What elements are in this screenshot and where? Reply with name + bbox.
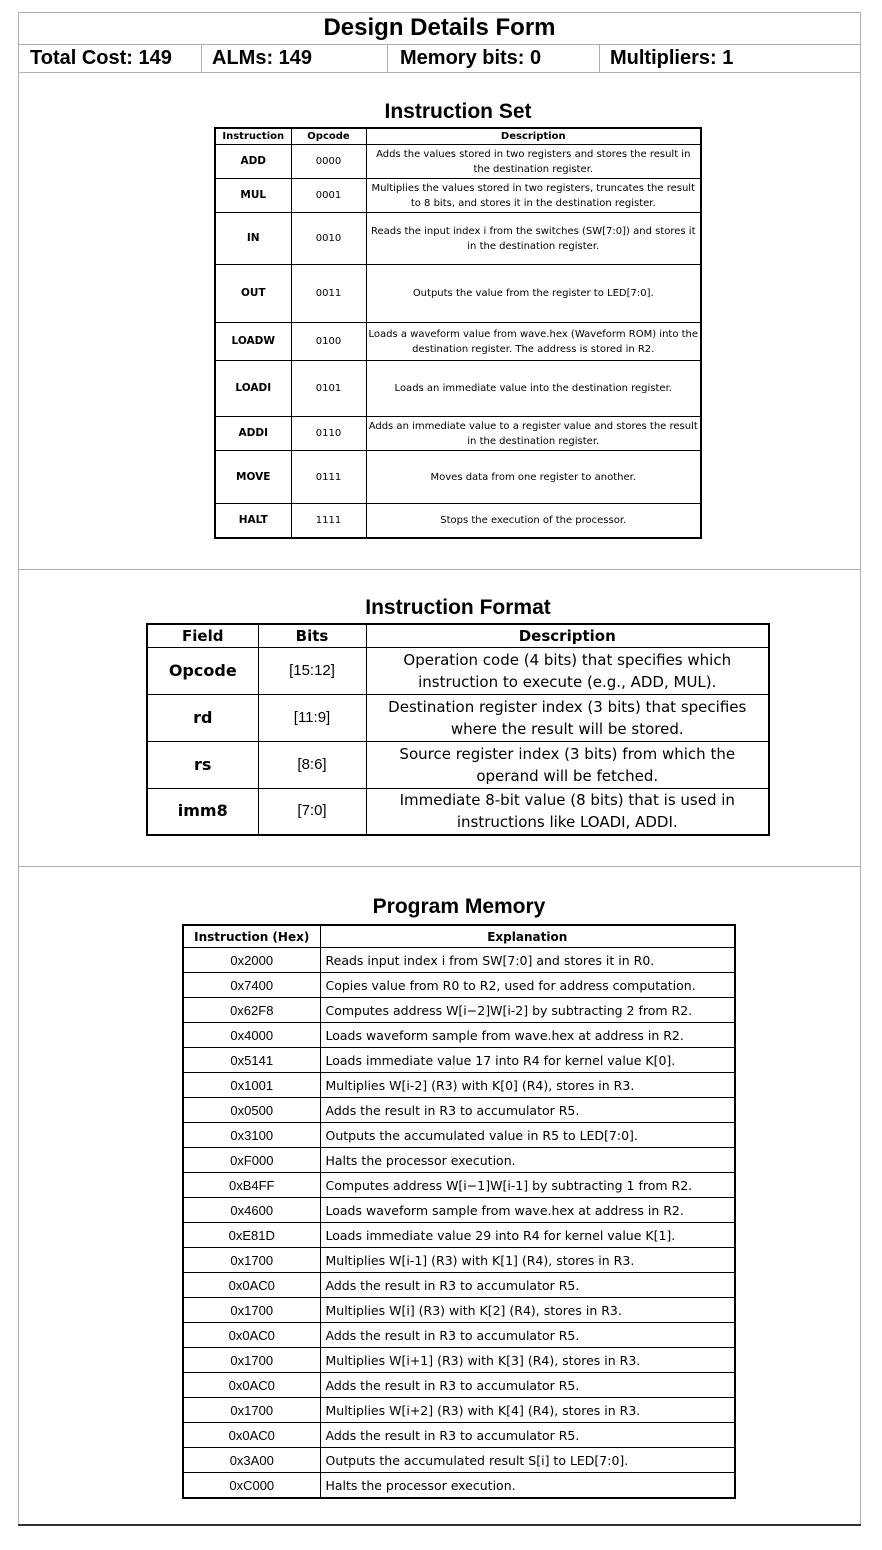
description-cell: Loads an immediate value into the destination register. xyxy=(366,361,701,417)
table-header-row xyxy=(147,624,769,648)
explanation-cell: Reads input index i from SW[7:0] and stores it in R0. xyxy=(320,948,735,973)
hex-cell: 0x0AC0 xyxy=(183,1373,320,1398)
instruction-cell: IN xyxy=(215,213,291,265)
field-cell: rs xyxy=(147,742,258,789)
instruction-format-title: Instruction Format xyxy=(365,596,551,619)
program-memory-table xyxy=(182,924,736,1499)
bottom-divider xyxy=(18,1524,861,1526)
explanation-cell: Loads immediate value 17 into R4 for kernel value K[0]. xyxy=(320,1048,735,1073)
hex-cell: 0x62F8 xyxy=(183,998,320,1023)
hex-cell: 0xF000 xyxy=(183,1148,320,1173)
instruction-cell: HALT xyxy=(215,504,291,538)
table-row xyxy=(183,1423,735,1448)
explanation-cell: Computes address W[i−1]W[i-1] by subtracting 1 from R2. xyxy=(320,1173,735,1198)
instruction-cell: MUL xyxy=(215,179,291,213)
table-row xyxy=(215,179,701,213)
explanation-cell: Loads waveform sample from wave.hex at address in R2. xyxy=(320,1023,735,1048)
hex-cell: 0x4600 xyxy=(183,1198,320,1223)
instruction-cell: LOADI xyxy=(215,361,291,417)
opcode-cell: 0011 xyxy=(291,265,366,323)
instruction-set-title: Instruction Set xyxy=(384,100,532,123)
opcode-cell: 0111 xyxy=(291,451,366,504)
table-row xyxy=(147,742,769,789)
table-row xyxy=(183,973,735,998)
table-row xyxy=(215,145,701,179)
table-row xyxy=(183,1048,735,1073)
explanation-cell: Copies value from R0 to R2, used for address computation. xyxy=(320,973,735,998)
description-cell: Destination register index (3 bits) that specifies where the result will be stored. xyxy=(366,695,769,742)
instruction-cell: OUT xyxy=(215,265,291,323)
column-header: Field xyxy=(147,624,258,648)
column-header: Description xyxy=(366,624,769,648)
column-header: Opcode xyxy=(291,128,366,145)
hex-cell: 0x3100 xyxy=(183,1123,320,1148)
bits-cell: [15:12] xyxy=(258,648,366,695)
program-memory-title: Program Memory xyxy=(372,895,546,918)
description-cell: Operation code (4 bits) that specifies which instruction to execute (e.g., ADD, MUL). xyxy=(366,648,769,695)
hex-cell: 0xC000 xyxy=(183,1473,320,1499)
description-cell: Immediate 8-bit value (8 bits) that is used in instructions like LOADI, ADDI. xyxy=(366,789,769,835)
table-row xyxy=(183,1248,735,1273)
description-cell: Multiplies the values stored in two registers, truncates the result to 8 bits, and stores it in the destination register. xyxy=(366,179,701,213)
table-header-row xyxy=(183,925,735,948)
hex-cell: 0x1001 xyxy=(183,1073,320,1098)
hex-cell: 0x7400 xyxy=(183,973,320,998)
explanation-cell: Multiplies W[i-2] (R3) with K[0] (R4), stores in R3. xyxy=(320,1073,735,1098)
opcode-cell: 1111 xyxy=(291,504,366,538)
explanation-cell: Halts the processor execution. xyxy=(320,1473,735,1499)
table-row xyxy=(183,948,735,973)
opcode-cell: 0101 xyxy=(291,361,366,417)
table-row xyxy=(183,1148,735,1173)
column-header: Instruction (Hex) xyxy=(183,925,320,948)
table-row xyxy=(215,417,701,451)
table-row xyxy=(183,1198,735,1223)
table-row xyxy=(147,789,769,835)
description-cell: Outputs the value from the register to LED[7:0]. xyxy=(366,265,701,323)
instruction-format-table xyxy=(146,623,770,836)
stats-bar xyxy=(18,45,861,73)
field-cell: Opcode xyxy=(147,648,258,695)
column-header: Description xyxy=(366,128,701,145)
hex-cell: 0x2000 xyxy=(183,948,320,973)
explanation-cell: Loads immediate value 29 into R4 for kernel value K[1]. xyxy=(320,1223,735,1248)
explanation-cell: Loads waveform sample from wave.hex at address in R2. xyxy=(320,1198,735,1223)
description-cell: Moves data from one register to another. xyxy=(366,451,701,504)
table-row xyxy=(183,1323,735,1348)
table-row xyxy=(147,648,769,695)
table-row xyxy=(183,998,735,1023)
hex-cell: 0x0AC0 xyxy=(183,1273,320,1298)
explanation-cell: Multiplies W[i] (R3) with K[2] (R4), stores in R3. xyxy=(320,1298,735,1323)
hex-cell: 0x1700 xyxy=(183,1298,320,1323)
table-row xyxy=(183,1448,735,1473)
column-header: Bits xyxy=(258,624,366,648)
table-row xyxy=(183,1373,735,1398)
hex-cell: 0x0500 xyxy=(183,1098,320,1123)
table-row xyxy=(183,1223,735,1248)
hex-cell: 0xB4FF xyxy=(183,1173,320,1198)
opcode-cell: 0110 xyxy=(291,417,366,451)
column-header: Instruction xyxy=(215,128,291,145)
opcode-cell: 0000 xyxy=(291,145,366,179)
instruction-cell: ADDI xyxy=(215,417,291,451)
explanation-cell: Adds the result in R3 to accumulator R5. xyxy=(320,1323,735,1348)
field-cell: imm8 xyxy=(147,789,258,835)
table-row xyxy=(215,265,701,323)
table-row xyxy=(183,1473,735,1499)
opcode-cell: 0001 xyxy=(291,179,366,213)
field-cell: rd xyxy=(147,695,258,742)
bits-cell: [7:0] xyxy=(258,789,366,835)
table-row xyxy=(183,1073,735,1098)
opcode-cell: 0010 xyxy=(291,213,366,265)
table-row xyxy=(183,1348,735,1373)
description-cell: Source register index (3 bits) from which the operand will be fetched. xyxy=(366,742,769,789)
table-row xyxy=(147,695,769,742)
table-row xyxy=(183,1173,735,1198)
instruction-cell: MOVE xyxy=(215,451,291,504)
table-row xyxy=(215,361,701,417)
section-divider xyxy=(18,569,861,570)
form-title: Design Details Form xyxy=(18,12,861,45)
table-row xyxy=(183,1398,735,1423)
table-row xyxy=(215,504,701,538)
instruction-set-table xyxy=(214,127,702,539)
table-row xyxy=(183,1023,735,1048)
table-row xyxy=(183,1273,735,1298)
description-cell: Adds the values stored in two registers and stores the result in the destination register. xyxy=(366,145,701,179)
opcode-cell: 0100 xyxy=(291,323,366,361)
hex-cell: 0x3A00 xyxy=(183,1448,320,1473)
instruction-cell: LOADW xyxy=(215,323,291,361)
alms-count: ALMs: 149 xyxy=(202,45,388,72)
section-divider xyxy=(18,866,861,867)
instruction-cell: ADD xyxy=(215,145,291,179)
hex-cell: 0x0AC0 xyxy=(183,1323,320,1348)
description-cell: Reads the input index i from the switches (SW[7:0]) and stores it in the destination register. xyxy=(366,213,701,265)
explanation-cell: Outputs the accumulated result S[i] to LED[7:0]. xyxy=(320,1448,735,1473)
hex-cell: 0xE81D xyxy=(183,1223,320,1248)
table-row xyxy=(215,451,701,504)
table-header-row xyxy=(215,128,701,145)
description-cell: Stops the execution of the processor. xyxy=(366,504,701,538)
bits-cell: [8:6] xyxy=(258,742,366,789)
hex-cell: 0x5141 xyxy=(183,1048,320,1073)
explanation-cell: Outputs the accumulated value in R5 to LED[7:0]. xyxy=(320,1123,735,1148)
explanation-cell: Computes address W[i−2]W[i-2] by subtracting 2 from R2. xyxy=(320,998,735,1023)
memory-bits: Memory bits: 0 xyxy=(388,45,600,72)
column-header: Explanation xyxy=(320,925,735,948)
table-row xyxy=(183,1123,735,1148)
explanation-cell: Adds the result in R3 to accumulator R5. xyxy=(320,1423,735,1448)
hex-cell: 0x1700 xyxy=(183,1248,320,1273)
explanation-cell: Multiplies W[i-1] (R3) with K[1] (R4), stores in R3. xyxy=(320,1248,735,1273)
explanation-cell: Adds the result in R3 to accumulator R5. xyxy=(320,1273,735,1298)
hex-cell: 0x0AC0 xyxy=(183,1423,320,1448)
table-row xyxy=(183,1098,735,1123)
multipliers-count: Multipliers: 1 xyxy=(610,47,734,69)
explanation-cell: Multiplies W[i+2] (R3) with K[4] (R4), stores in R3. xyxy=(320,1398,735,1423)
description-cell: Loads a waveform value from wave.hex (Waveform ROM) into the destination register. The address is stored in R2. xyxy=(366,323,701,361)
explanation-cell: Halts the processor execution. xyxy=(320,1148,735,1173)
table-row xyxy=(215,213,701,265)
explanation-cell: Multiplies W[i+1] (R3) with K[3] (R4), stores in R3. xyxy=(320,1348,735,1373)
explanation-cell: Adds the result in R3 to accumulator R5. xyxy=(320,1098,735,1123)
hex-cell: 0x1700 xyxy=(183,1398,320,1423)
table-row xyxy=(215,323,701,361)
bits-cell: [11:9] xyxy=(258,695,366,742)
description-cell: Adds an immediate value to a register value and stores the result in the destination register. xyxy=(366,417,701,451)
table-row xyxy=(183,1298,735,1323)
explanation-cell: Adds the result in R3 to accumulator R5. xyxy=(320,1373,735,1398)
total-cost: Total Cost: 149 xyxy=(18,45,202,72)
hex-cell: 0x1700 xyxy=(183,1348,320,1373)
hex-cell: 0x4000 xyxy=(183,1023,320,1048)
